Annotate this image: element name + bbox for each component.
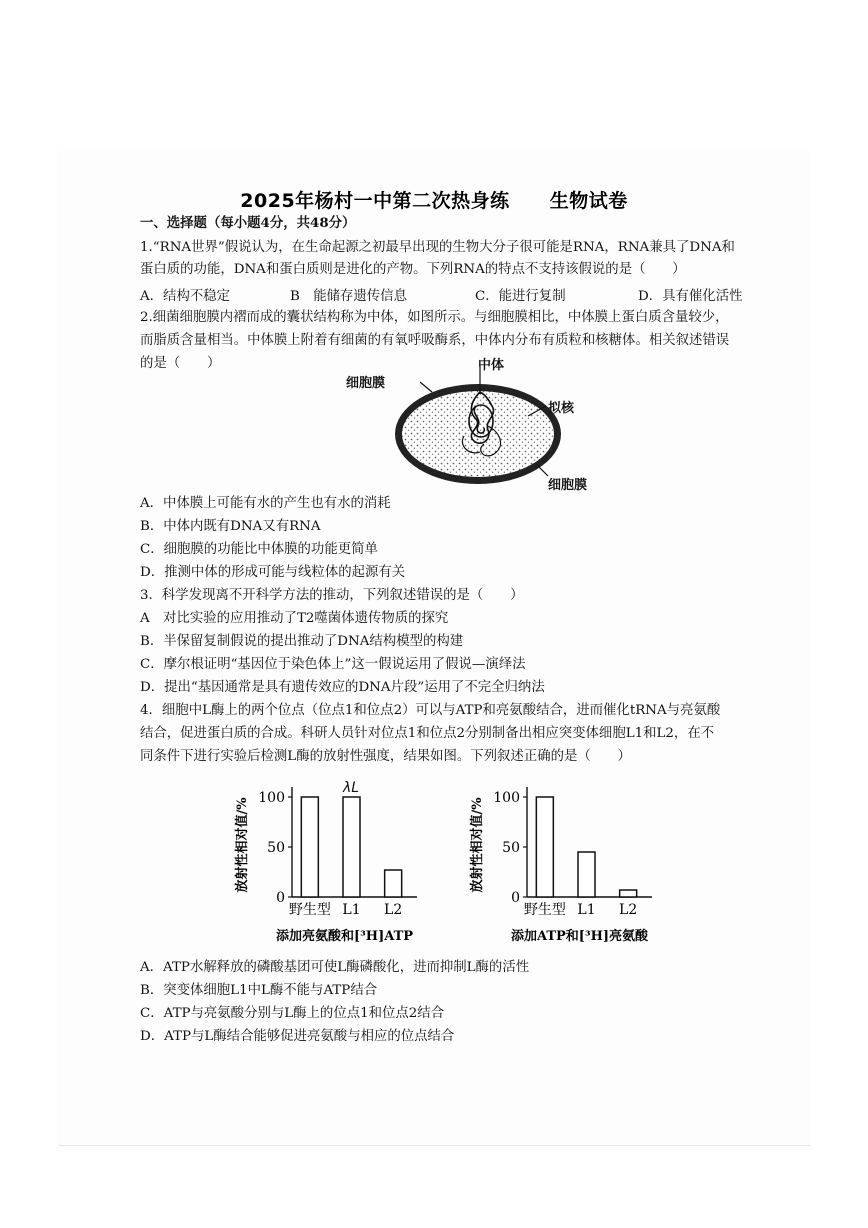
bar-野生型: [536, 797, 553, 897]
chart-leucine-h3-atp: [232, 770, 432, 950]
section-heading: 一、选择题（每小题4分，共48分）: [140, 215, 356, 231]
q1-option-d: D．具有催化活性: [638, 289, 743, 304]
q1-option-a: A．结构不稳定: [140, 289, 231, 304]
bar-L2: [620, 890, 637, 897]
q4-line-2: 结合，促进蛋白质的合成。科研人员针对位点1和位点2分别制备出相应突变体细胞L1和L2，在不: [140, 726, 715, 741]
q1-line-1: 1.“RNA世界”假说认为，在生命起源之初最早出现的生物大分子很可能是RNA，RNA兼具了DNA和: [140, 240, 735, 255]
q4-option-c: C．ATP与亮氨酸分别与L酶上的位点1和位点2结合: [140, 1006, 445, 1021]
q1-option-c: C．能进行复制: [475, 289, 566, 304]
y-tick-label: 100: [258, 790, 285, 806]
q3-option-b: B．半保留复制假说的提出推动了DNA结构模型的构建: [140, 634, 464, 649]
x-tick-label: 野生型: [523, 902, 566, 918]
q2-option-b: B．中体内既有DNA又有RNA: [140, 519, 321, 534]
q3-stem: 3．科学发现离不开科学方法的推动，下列叙述错误的是（ ）: [140, 588, 524, 603]
label-mesosome: 中体: [478, 358, 505, 373]
chart-caption: 添加亮氨酸和[³H]ATP: [275, 929, 414, 944]
y-tick-label: 100: [493, 790, 520, 806]
label-cell-membrane-top: 细胞膜: [346, 376, 386, 391]
y-tick-label: 50: [267, 840, 285, 856]
q2-line-3: 的是（ ）: [140, 356, 221, 371]
q4-line-3: 同条件下进行实验后检测L酶的放射性强度，结果如图。下列叙述正确的是（ ）: [140, 749, 631, 764]
x-tick-label: L2: [384, 902, 403, 918]
bar-野生型: [301, 797, 318, 897]
q3-option-a: A 对比实验的应用推动了T2噬菌体遗传物质的探究: [140, 611, 449, 626]
label-nucleoid: 拟核: [548, 401, 575, 416]
bar-L2: [385, 870, 402, 897]
subject-title: 生物试卷: [549, 190, 628, 212]
q3-option-c: C．摩尔根证明“基因位于染色体上”这一假说运用了假说—演绎法: [140, 657, 526, 672]
page-title: [0, 186, 868, 213]
q2-line-2: 而脂质含量相当。中体膜上附着有细菌的有氧呼吸酶系，中体内分布有质粒和核糖体。相关叙述错误: [140, 333, 730, 348]
chart-atp-h3-leucine: [467, 770, 667, 950]
q4-option-b: B．突变体细胞L1中L酶不能与ATP结合: [140, 983, 378, 998]
handwritten-note: λL: [343, 780, 360, 796]
y-tick-label: 0: [276, 890, 285, 906]
x-tick-label: L2: [619, 902, 638, 918]
y-axis-label: 放射性相对值/%: [470, 797, 485, 893]
q4-option-a: A．ATP水解释放的磷酸基团可使L酶磷酸化，进而抑制L酶的活性: [140, 960, 530, 975]
exam-title: 2025年杨村一中第二次热身练: [240, 190, 510, 212]
q2-line-1: 2.细菌细胞膜内褶而成的囊状结构称为中体，如图所示。与细胞膜相比，中体膜上蛋白质含量较少，: [140, 310, 729, 325]
q3-option-d: D．提出“基因通常是具有遗传效应的DNA片段”运用了不完全归纳法: [140, 680, 545, 695]
y-tick-label: 0: [511, 890, 520, 906]
q2-option-a: A．中体膜上可能有水的产生也有水的消耗: [140, 496, 391, 511]
y-axis-label: 放射性相对值/%: [235, 797, 250, 893]
label-cell-membrane-bottom: 细胞膜: [548, 478, 588, 493]
q4-option-d: D．ATP与L酶结合能够促进亮氨酸与相应的位点结合: [140, 1029, 455, 1044]
bar-L1: [578, 852, 595, 897]
x-tick-label: L1: [577, 902, 596, 918]
q1-line-2: 蛋白质的功能，DNA和蛋白质则是进化的产物。下列RNA的特点不支持该假说的是（ ）: [140, 262, 686, 277]
q1-option-b: B 能储存遗传信息: [290, 289, 407, 304]
q2-option-c: C．细胞膜的功能比中体膜的功能更简单: [140, 542, 378, 557]
q2-option-d: D．推测中体的形成可能与线粒体的起源有关: [140, 565, 406, 580]
bar-L1: [343, 797, 360, 897]
y-tick-label: 50: [502, 840, 520, 856]
q4-line-1: 4．细胞中L酶上的两个位点（位点1和位点2）可以与ATP和亮氨酸结合，进而催化tRNA与亮氨酸: [140, 703, 721, 718]
x-tick-label: 野生型: [288, 902, 331, 918]
chart-caption: 添加ATP和[³H]亮氨酸: [510, 929, 649, 944]
x-tick-label: L1: [342, 902, 361, 918]
